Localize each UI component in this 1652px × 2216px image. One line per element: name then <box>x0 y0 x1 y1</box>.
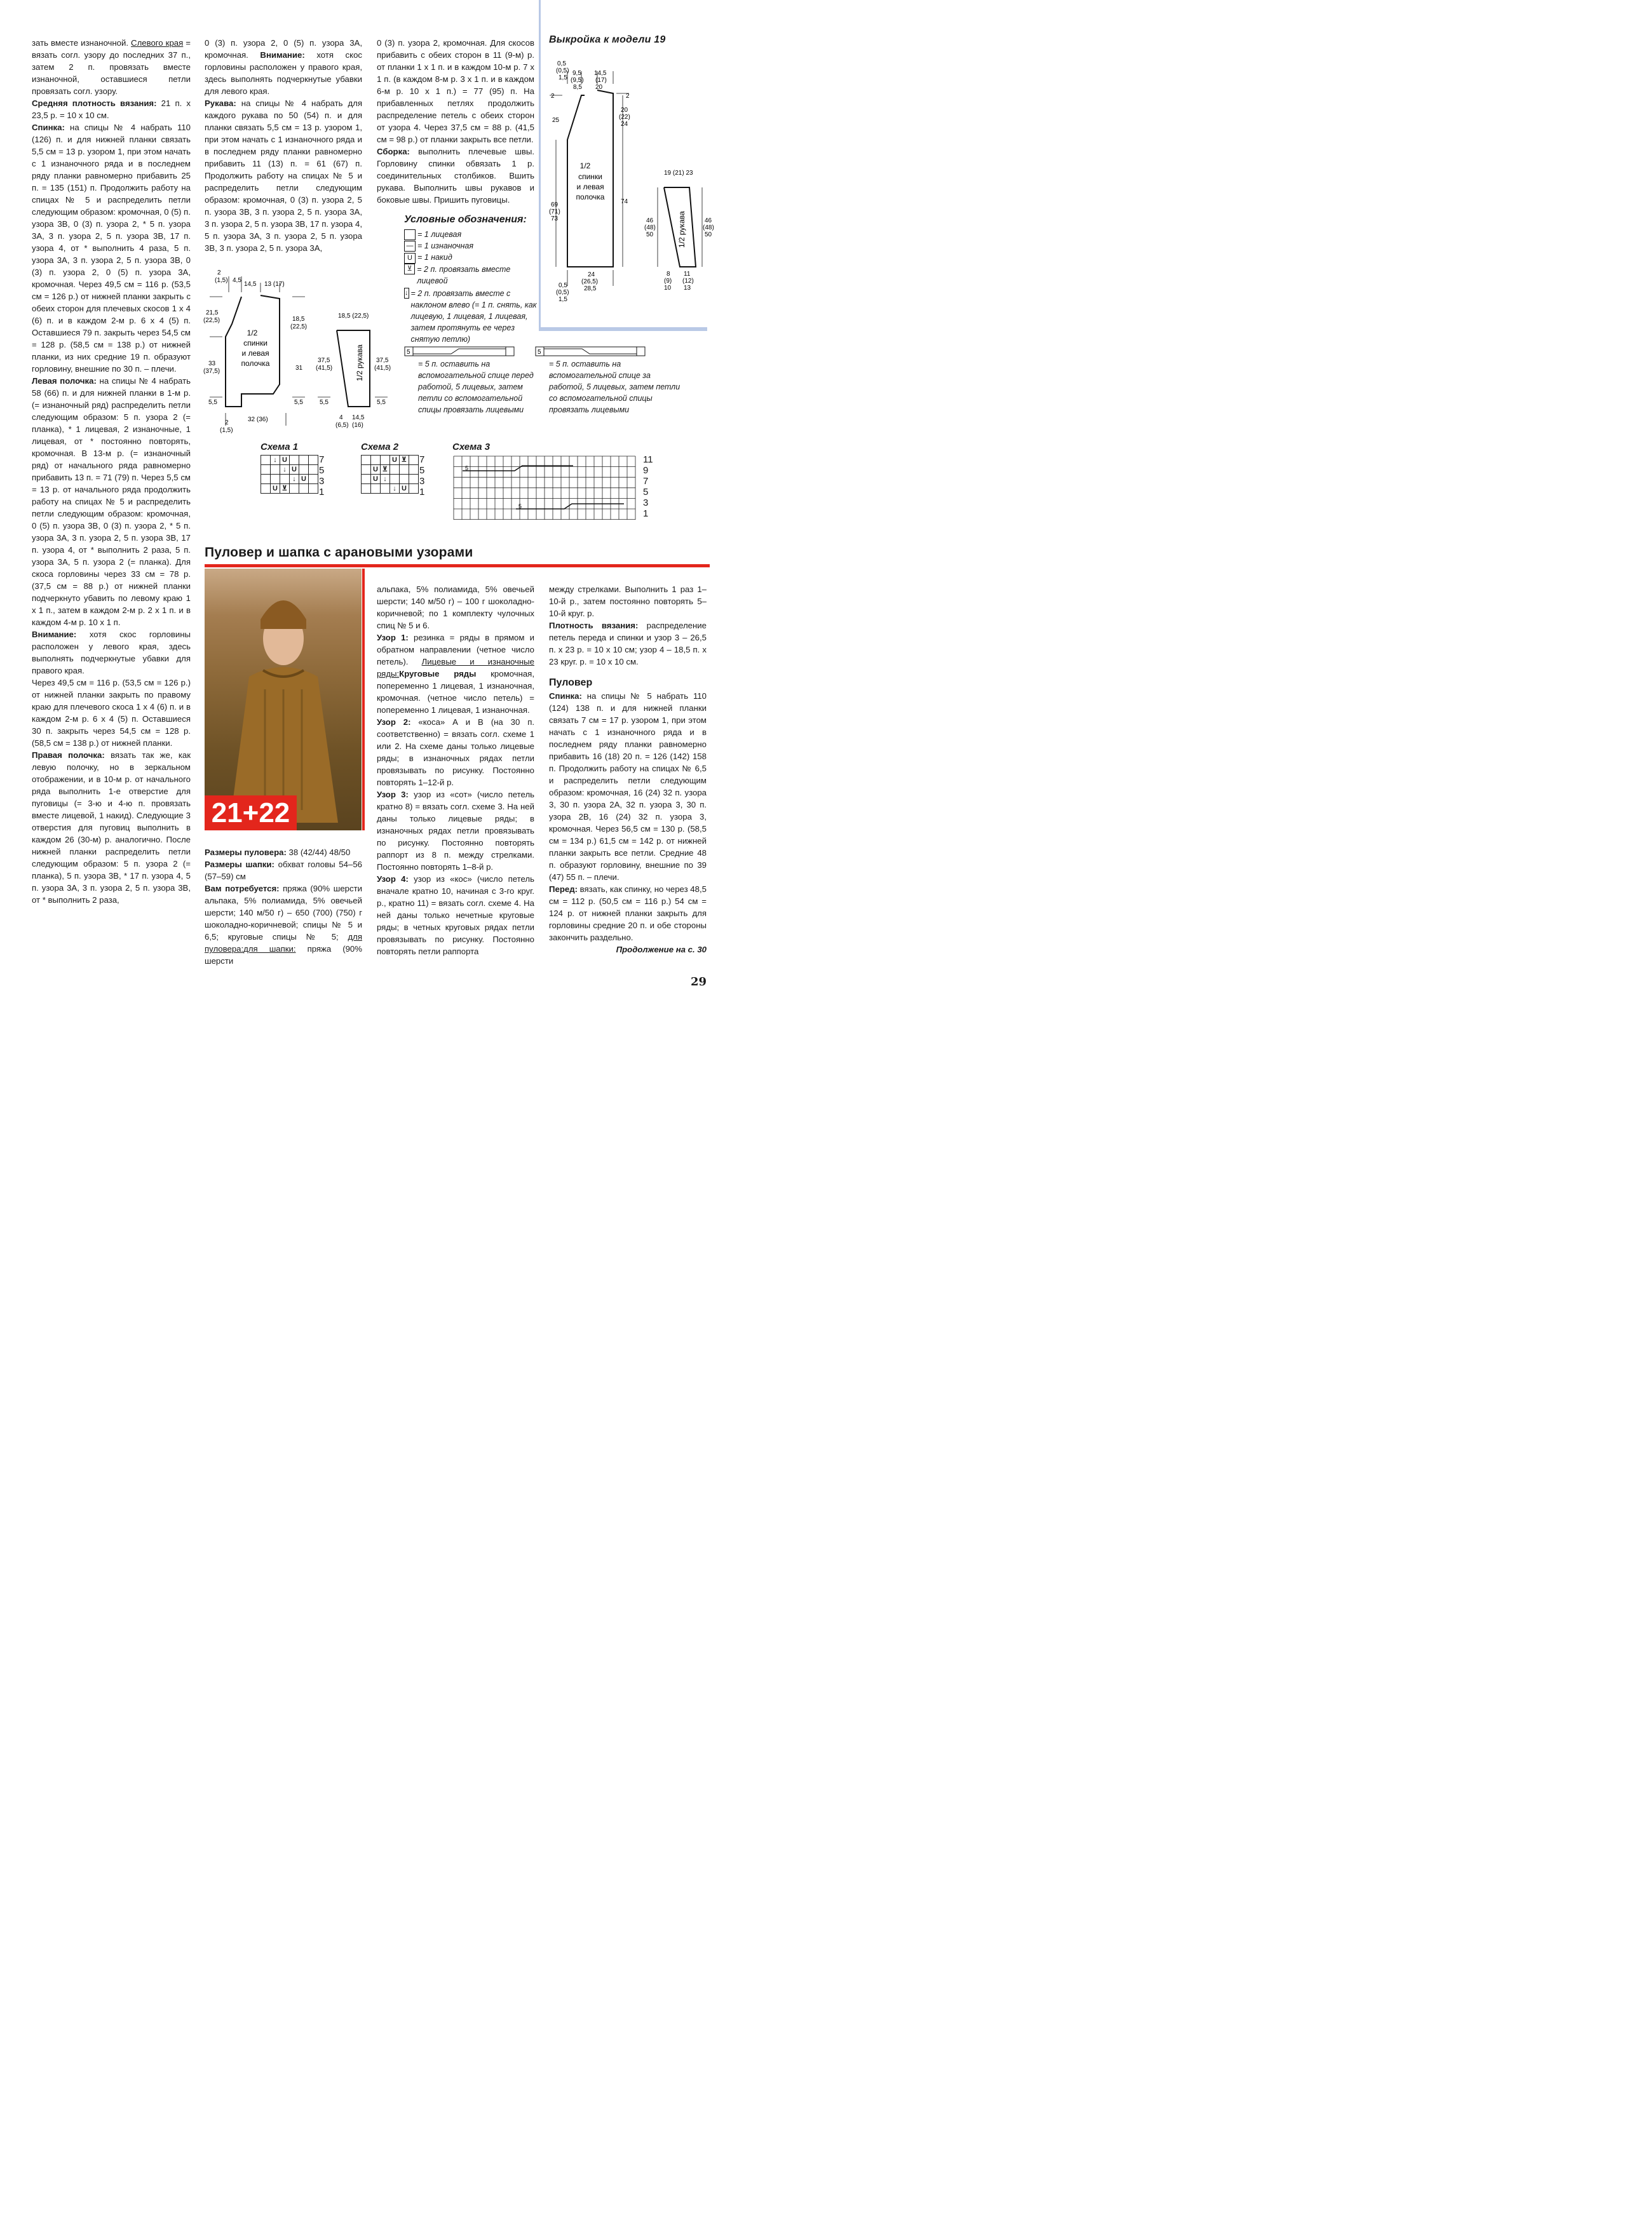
section-rule <box>205 564 710 567</box>
dim-right-3: 24 <box>621 121 628 128</box>
d-top-d: 14,5 <box>244 281 257 288</box>
d-top-e: 13 (17) <box>264 281 285 288</box>
dim-top-right-3: 20 <box>595 84 603 91</box>
d-bottom-width: 32 (36) <box>248 416 268 423</box>
paragraph: Узор 3: узор из «сот» (число петель кратно 8) = вязать согл. схеме 3. На ней даны только лицевые ряды; в изнаночных рядах петли провязывать по рисунку. Постоянно повторять раппорт из 8 п. между стрелками. Постоянно повторять 1–8-й р. <box>377 790 535 872</box>
dim-height-3: 73 <box>551 215 559 222</box>
d-armhole-l-2: (22,5) <box>203 317 220 324</box>
paragraph: Через 49,5 см = 116 р. (53,5 см = 126 р.) от нижней планки закрыть по правому краю для плечевого скоса 1 х 4 (6) п. и в каждом 2-м р. 6 х 4 (5) п. Оставшиеся 30 п. закрыть через 54,5 см = 128 р. (58,5 см = 138 р.) от нижней планки. <box>32 678 191 748</box>
d-top-c: 4,5 <box>233 277 241 284</box>
page-number: 29 <box>690 975 707 989</box>
text-column-b2 <box>377 583 534 957</box>
dim-sleeve-bl-1: 8 <box>667 271 670 278</box>
dim-height-right: 74 <box>621 198 628 205</box>
ssk-symbol: ↓ <box>404 288 409 299</box>
dim-sleeve-r-1: 46 <box>705 217 712 224</box>
knit-symbol <box>404 229 416 240</box>
cable-symbols <box>404 346 658 359</box>
paragraph: 0 (3) п. узора 2, кромочная. Для скосов прибавить с обеих сторон в 11 (9-м) р. от планки 1 х 1 п. и в каждом 10-м р. 7 х 1 п. (в каждом 8-м р. 3 х 1 п. и в каждом 6-м р. 10 х 1 п.) = 77 (95) п. На прибавленных петлях продолжить распределение петель с обеих сторон от узора 4. Через 37,5 см = 88 р. (41,5 см = 98 р.) от планки закрыть все петли. <box>377 38 534 144</box>
dim-top-left-2: (0,5) <box>556 67 569 74</box>
dim-sleeve-br-1: 11 <box>684 271 691 278</box>
d-band-2: 5,5 <box>294 399 303 406</box>
d-back-2: спинки <box>243 339 267 348</box>
d-sleeve-bl-1: 4 <box>339 414 343 421</box>
schema-3-title: Схема 3 <box>452 442 491 452</box>
paragraph: Размеры пуловера: 38 (42/44) 48/50 <box>205 848 351 857</box>
d-back-1: 1/2 <box>247 328 258 337</box>
d-bottom-l-1: 2 <box>225 419 229 426</box>
paragraph: Перед: вязать, как спинку, но через 48,5 см = 112 р. (50,5 см = 116 р.) 54 см = 124 р. от нижней планки закрыть для горловины средние 20 п. и обе стороны закончить раздельно. <box>549 884 707 942</box>
dim-sleeve-bl-2: (9) <box>664 278 672 285</box>
section-title: Пуловер и шапка с арановыми узорами <box>205 545 473 560</box>
schema-1-title: Схема 1 <box>261 442 299 452</box>
text-column-b3 <box>549 583 707 956</box>
schema-1-grid: ↓ U ↓ U ↓ U U ⊻ <box>261 455 318 494</box>
schema-1-rows: 7 5 3 1 <box>319 454 325 497</box>
piece-label-2: спинки <box>578 172 602 181</box>
paragraph: Средняя плотность вязания: 21 п. х 23,5 р. = 10 х 10 см. <box>32 98 191 120</box>
d-sleeve-bl-2: (6,5) <box>335 422 349 429</box>
dim-bottom-left-3: 1,5 <box>559 296 567 303</box>
d-band-3: 5,5 <box>320 399 328 406</box>
dim-bottom-2: (26,5) <box>581 278 599 285</box>
sleeve-label: 1/2 рукава <box>677 211 686 248</box>
text-column-b1 <box>205 846 362 967</box>
cable-left-num: 5 <box>407 349 410 356</box>
pattern-title: Выкройка к модели 19 <box>549 34 666 45</box>
dim-top-left-3: 1,5 <box>559 74 567 81</box>
schema-2-rows: 7 5 3 1 <box>419 454 425 497</box>
model-number-badge: 21+22 <box>205 795 297 830</box>
dim-top-right-2: (17) <box>595 77 607 84</box>
dim-armhole: 25 <box>552 117 560 124</box>
d-band-4: 5,5 <box>377 399 386 406</box>
paragraph: Вам потребуется: пряжа (90% шерсти альпака, 5% полиамида, 5% овечьей шерсти; 140 м/50 г) – 650 (700) (750) г шоколадно-коричневой; спицы № 5 и 6,5; круговые спицы № 5; для пуловера:для шапки: пряжа (90% шерсти <box>205 884 362 966</box>
d-sleeve-r-2: (41,5) <box>374 365 391 372</box>
dim-bottom-left-1: 0,5 <box>559 282 567 289</box>
dim-top-mid-2: (9,5) <box>571 77 584 84</box>
dim-right-2: (22) <box>619 114 630 121</box>
dim-sleeve-r-3: 50 <box>705 231 712 238</box>
paragraph: Спинка: на спицы № 5 набрать 110 (124) 138 п. и для нижней планки связать 7 см = 17 р. узором 1, при этом начать с 1 изнаночного ряда и в последнем ряду планки равномерно прибавить 16 (18) 20 п. = 126 (142) 158 п. Продолжить работу на спицах № 6,5 и распределить петли следующим образом: кромочная, 16 (24) 32 п. узора 3, 30 п. узора 2А, 32 п. узора 3, 30 п. узора 2В, 16 (24) 32 п. узора 3, кромочная. Через 56,5 см = 130 р. (58,5 см = 134 р.) 61,5 см = 142 р. от нижней планки закрыть все петли. Средние 48 п. образуют горловину, внешние по 39 (47) 55 п. – плечи. <box>549 691 707 882</box>
dim-shoulder-left: 2 <box>551 93 555 100</box>
dim-sleeve-l-3: 50 <box>646 231 654 238</box>
dim-height-2: (71) <box>549 208 560 215</box>
paragraph: Правая полочка: вязать так же, как левую полочку, но в зеркальном отображении, и в 10-м р. от начального ряда выполнить 1-е отверстие для пуговицы (= 3-ю и 4-ю п. провязать вместе лицевой, 1 накид). Следующие 3 отверстия для пуговиц выполнить в каждом 26 (30-м) р. аналогично. После нижней планки распределить петли следующим образом: 5 п. узора 2 (= планка), 5 п. узора 3В, * 17 п. узора 4, 5 п. узора 3А, 3 п. узора 2, 5 п. узора 3В, от * выполнить 2 раза, <box>32 750 191 905</box>
paragraph: Плотность вязания: распределение петель переда и спинки и узор 3 – 26,5 п. х 23 р. = 10 х 10 см; узор 4 – 18,5 п. х 23 круг. р. = 10 х 10 см. <box>549 621 707 666</box>
dim-sleeve-l-1: 46 <box>646 217 654 224</box>
cable-right-text: = 5 п. оставить на вспомогательной спице за работой, 5 лицевых, затем петли со вспомогательной спицы провязать лицевыми <box>549 360 680 414</box>
d-sleeve-br-2: (16) <box>352 422 363 429</box>
d-sleeve-l-2: (41,5) <box>316 365 333 372</box>
d-height-r: 31 <box>295 365 303 372</box>
pattern-schematic <box>543 51 712 305</box>
legend-list: = 1 лицевая — = 1 изнаночная U = 1 накид ⊻ = 2 п. провязать вместе лицевой ↓ = 2 п. провязать вместе с наклоном влево (= 1 п. снять, как лицевую, 1 лицевая, 1 лицевая, затем протянуть ее через снятую петлю) <box>405 230 537 344</box>
cable-right-num: 5 <box>538 349 541 356</box>
dim-bottom-3: 28,5 <box>584 285 597 292</box>
d-back-4: полочка <box>241 359 270 368</box>
piece-label-3: и левая <box>576 182 604 191</box>
schema-2-title: Схема 2 <box>361 442 399 452</box>
dim-sleeve-br-2: (12) <box>682 278 694 285</box>
text-column-1 <box>32 37 191 906</box>
s3-cable-2: 5 <box>518 503 522 510</box>
paragraph: Внимание: хотя скос горловины расположен у левого края, здесь выполнять подчеркнутые убавки для правого края. <box>32 630 191 675</box>
d-sleeve-br-1: 14,5 <box>352 414 365 421</box>
piece-label-1: 1/2 <box>579 161 591 170</box>
paragraph: Узор 1: резинка = ряды в прямом и обратном направлении (четное число петель). Лицевые и изнаночные ряды:Круговые ряды кромочная, попеременно 1 лицевая, 1 изнаночная, кромочная. (четное число петель) = попеременно 1 лицевая, 1 изнаночная. <box>377 633 535 715</box>
text-column-3 <box>377 37 534 206</box>
dim-bottom-1: 24 <box>588 271 595 278</box>
d-top-a: 2 <box>217 269 221 276</box>
d-sleeve-l-1: 37,5 <box>318 357 330 364</box>
paragraph: зать вместе изнаночной. Слевого края = вязать согл. узору до последних 37 п., затем 2 п. провязать вместе изнаночной, оставшиеся петли провязать согл. узору. <box>32 38 191 96</box>
d-armhole-r-1: 18,5 <box>292 316 305 323</box>
purl-symbol: — <box>404 241 416 252</box>
dim-sleeve-top: 19 (21) 23 <box>664 170 693 177</box>
dim-sleeve-l-2: (48) <box>644 224 656 231</box>
dim-shoulder-right: 2 <box>626 93 630 100</box>
d-bottom-l-2: (1,5) <box>220 427 233 434</box>
paragraph: альпака, 5% полиамида, 5% овечьей шерсти; 140 м/50 г) – 100 г шоколадно-коричневой; по 1 комплекту чулочных спиц № 5 и 6. <box>377 584 534 630</box>
paragraph: Рукава: на спицы № 4 набрать для каждого рукава по 50 (54) п. и для планки связать 5,5 см = 13 р. узором 1, при этом начать с 1 изнаночного ряда и в последнем ряду планки равномерно прибавить 11 (13) п. = 61 (67) п. Продолжить работу на спицах № 5 и распределить петли следующим образом: кромочная, 0 (3) п. узора 2, 5 п. узора 3В, 3 п. узора 2, 5 п. узора 3А, 3 п. узора 2, 5 п. узора 3В, 17 п. узора 4, 5 п. узора 3А, 3 п. узора 2, 5 п. узора 3В, 3 п. узора 2, 5 п. узора 3А, <box>205 98 362 253</box>
paragraph: Размеры шапки: обхват головы 54–56 (57–59) см <box>205 860 362 881</box>
piece-label-4: полочка <box>576 193 605 201</box>
schema-3-rows: 11 9 7 5 3 1 <box>643 454 653 519</box>
photo-border <box>362 569 365 830</box>
schema-3-grid <box>452 455 638 521</box>
paragraph: Узор 4: узор из «кос» (число петель вначале кратно 10, начиная с 3-го круг. р., кратно 11) = вязать согл. схеме 4. На ней даны только нечетные круговые ряды; в четных круговых рядах петли провязывать по рисунку. Постоянно повторять петли раппорта <box>377 874 534 956</box>
yarn-over-symbol: U <box>404 253 416 264</box>
dim-top-left-1: 0,5 <box>557 60 566 67</box>
d-height-l-1: 33 <box>208 360 216 367</box>
d-armhole-r-2: (22,5) <box>290 323 308 330</box>
dim-top-mid-1: 9,5 <box>572 70 581 77</box>
d-band-1: 5,5 <box>208 399 217 406</box>
dim-height-1: 69 <box>551 201 559 208</box>
dim-right-1: 20 <box>621 107 628 114</box>
d-sleeve-r-1: 37,5 <box>376 357 389 364</box>
dim-top-right-1: 14,5 <box>594 70 607 77</box>
paragraph: Сборка: выполнить плечевые швы. Горловину спинки обвязать 1 р. соединительных столбиков. Вшить рукава. Выполнить швы рукавов и боковые швы. Пришить пуговицы. <box>377 147 534 205</box>
s3-cable-1: 5 <box>465 465 469 471</box>
d-sleeve-top: 18,5 (22,5) <box>338 313 369 320</box>
d-back-3: и левая <box>241 349 269 358</box>
dim-bottom-left-2: (0,5) <box>556 289 569 296</box>
k2tog-symbol: ⊻ <box>404 264 415 274</box>
dim-top-mid-3: 8,5 <box>573 84 582 91</box>
dim-sleeve-r-2: (48) <box>703 224 714 231</box>
paragraph: Левая полочка: на спицы № 4 набрать 58 (66) п. и для нижней планки в 1-м р. (= изнаночный ряд) распределить петли следующим образом: 5 п. узора 2 (= планка), * 1 лицевая, 2 изнаночные, 1 лицевая, от * постоянно повторять, кромочная. В 13-м р. (= изнаночный ряд) от начального ряда равномерно прибавить 13 п. = 71 (79) п. Через 5,5 см = 13 р. от начального ряда продолжить работу на спицах № 5 и распределить петли следующим образом: кромочная, 0 (5) п. узора 3В, 0 (3) п. узора 2, * 5 п. узора 3А, 3 п. узора 2, 5 п. узора 3В, 17 п. узора 4, от * выполнить 2 раза, 5 п. узора 3А, 5 п. узора 2 (= планка). Для скоса горловины через 33 см = 78 р. (37,5 см = 88 р.) от нижней планки подчеркнуто убавить по левому краю 1 х 1 п., затем в каждом 2-м р. 2 х 1 п. и в каждом 4-м р. 10 х 1 п. <box>32 376 191 627</box>
d-sleeve-label: 1/2 рукава <box>355 344 364 381</box>
paragraph: между стрелками. Выполнить 1 раз 1–10-й р., затем постоянно повторять 5–10-й круг. р. <box>549 584 707 618</box>
model-photo <box>205 569 362 830</box>
dim-sleeve-bl-3: 10 <box>664 285 672 292</box>
d-top-b: (1,5) <box>215 277 228 284</box>
d-armhole-l-1: 21,5 <box>206 309 219 316</box>
text-column-2 <box>205 37 362 254</box>
cable-left-text: = 5 п. оставить на вспомогательной спице перед работой, 5 лицевых, затем петли со вспомогательной спицы провязать лицевыми <box>418 360 534 414</box>
dim-sleeve-br-3: 13 <box>684 285 691 292</box>
schema-2-grid: U ⊻ U ⊻ U ↓ ↓ U <box>361 455 419 494</box>
garment-diagram <box>203 267 394 435</box>
paragraph: Узор 2: «коса» А и В (на 30 п. соответственно) = вязать согл. схеме 1 или 2. На схеме даны только лицевые ряды; в изнаночных рядах петли провязывать по рисунку. Постоянно повторять 1–12-й р. <box>377 717 534 787</box>
pullover-heading: Пуловер <box>549 677 593 688</box>
continued-note: Продолжение на с. 30 <box>616 945 707 954</box>
d-height-l-2: (37,5) <box>203 368 220 375</box>
legend-title: Условные обозначения: <box>404 214 527 225</box>
paragraph: Спинка: на спицы № 4 набрать 110 (126) п. и для нижней планки связать 5,5 см = 13 р. узором 1, при этом начать с 1 изнаночного ряда и в последнем ряду планки равномерно прибавить 25 п. = 135 (151) п. Продолжить работу на спицах № 5 и распределить петли следующим образом: кромочная, 0 (5) п. узора 3В, 0 (3) п. узора 2, * 5 п. узора 3А, 3 п. узора 2, 5 п. узора 3В, 17 п. узора 4, от * выполнить 4 раза, 5 п. узора 3А, 3 п. узора 2, 5 п. узора 3В, 0 (3) п. узора 2, 0 (5) п. узора 3А, кромочная. Через 49,5 см = 116 р. (53,5 см = 126 р.) от нижней планки закрыть с обеих сторон для плечевых скосов 1 х 4 (6) п. и в каждом 2-м р. 6 х 4 (5) п. Оставшиеся 79 п. закрыть через 54,5 см = 128 р. (58,5 см = 138 р.) от нижней планки, из них средние 19 п. образуют горловину, внешние по 30 п. – плечи. <box>32 123 191 374</box>
paragraph: 0 (3) п. узора 2, 0 (5) п. узора 3А, кромочная. Внимание: хотя скос горловины расположен у правого края, здесь выполнять подчеркнутые убавки для левого края. <box>205 38 362 96</box>
